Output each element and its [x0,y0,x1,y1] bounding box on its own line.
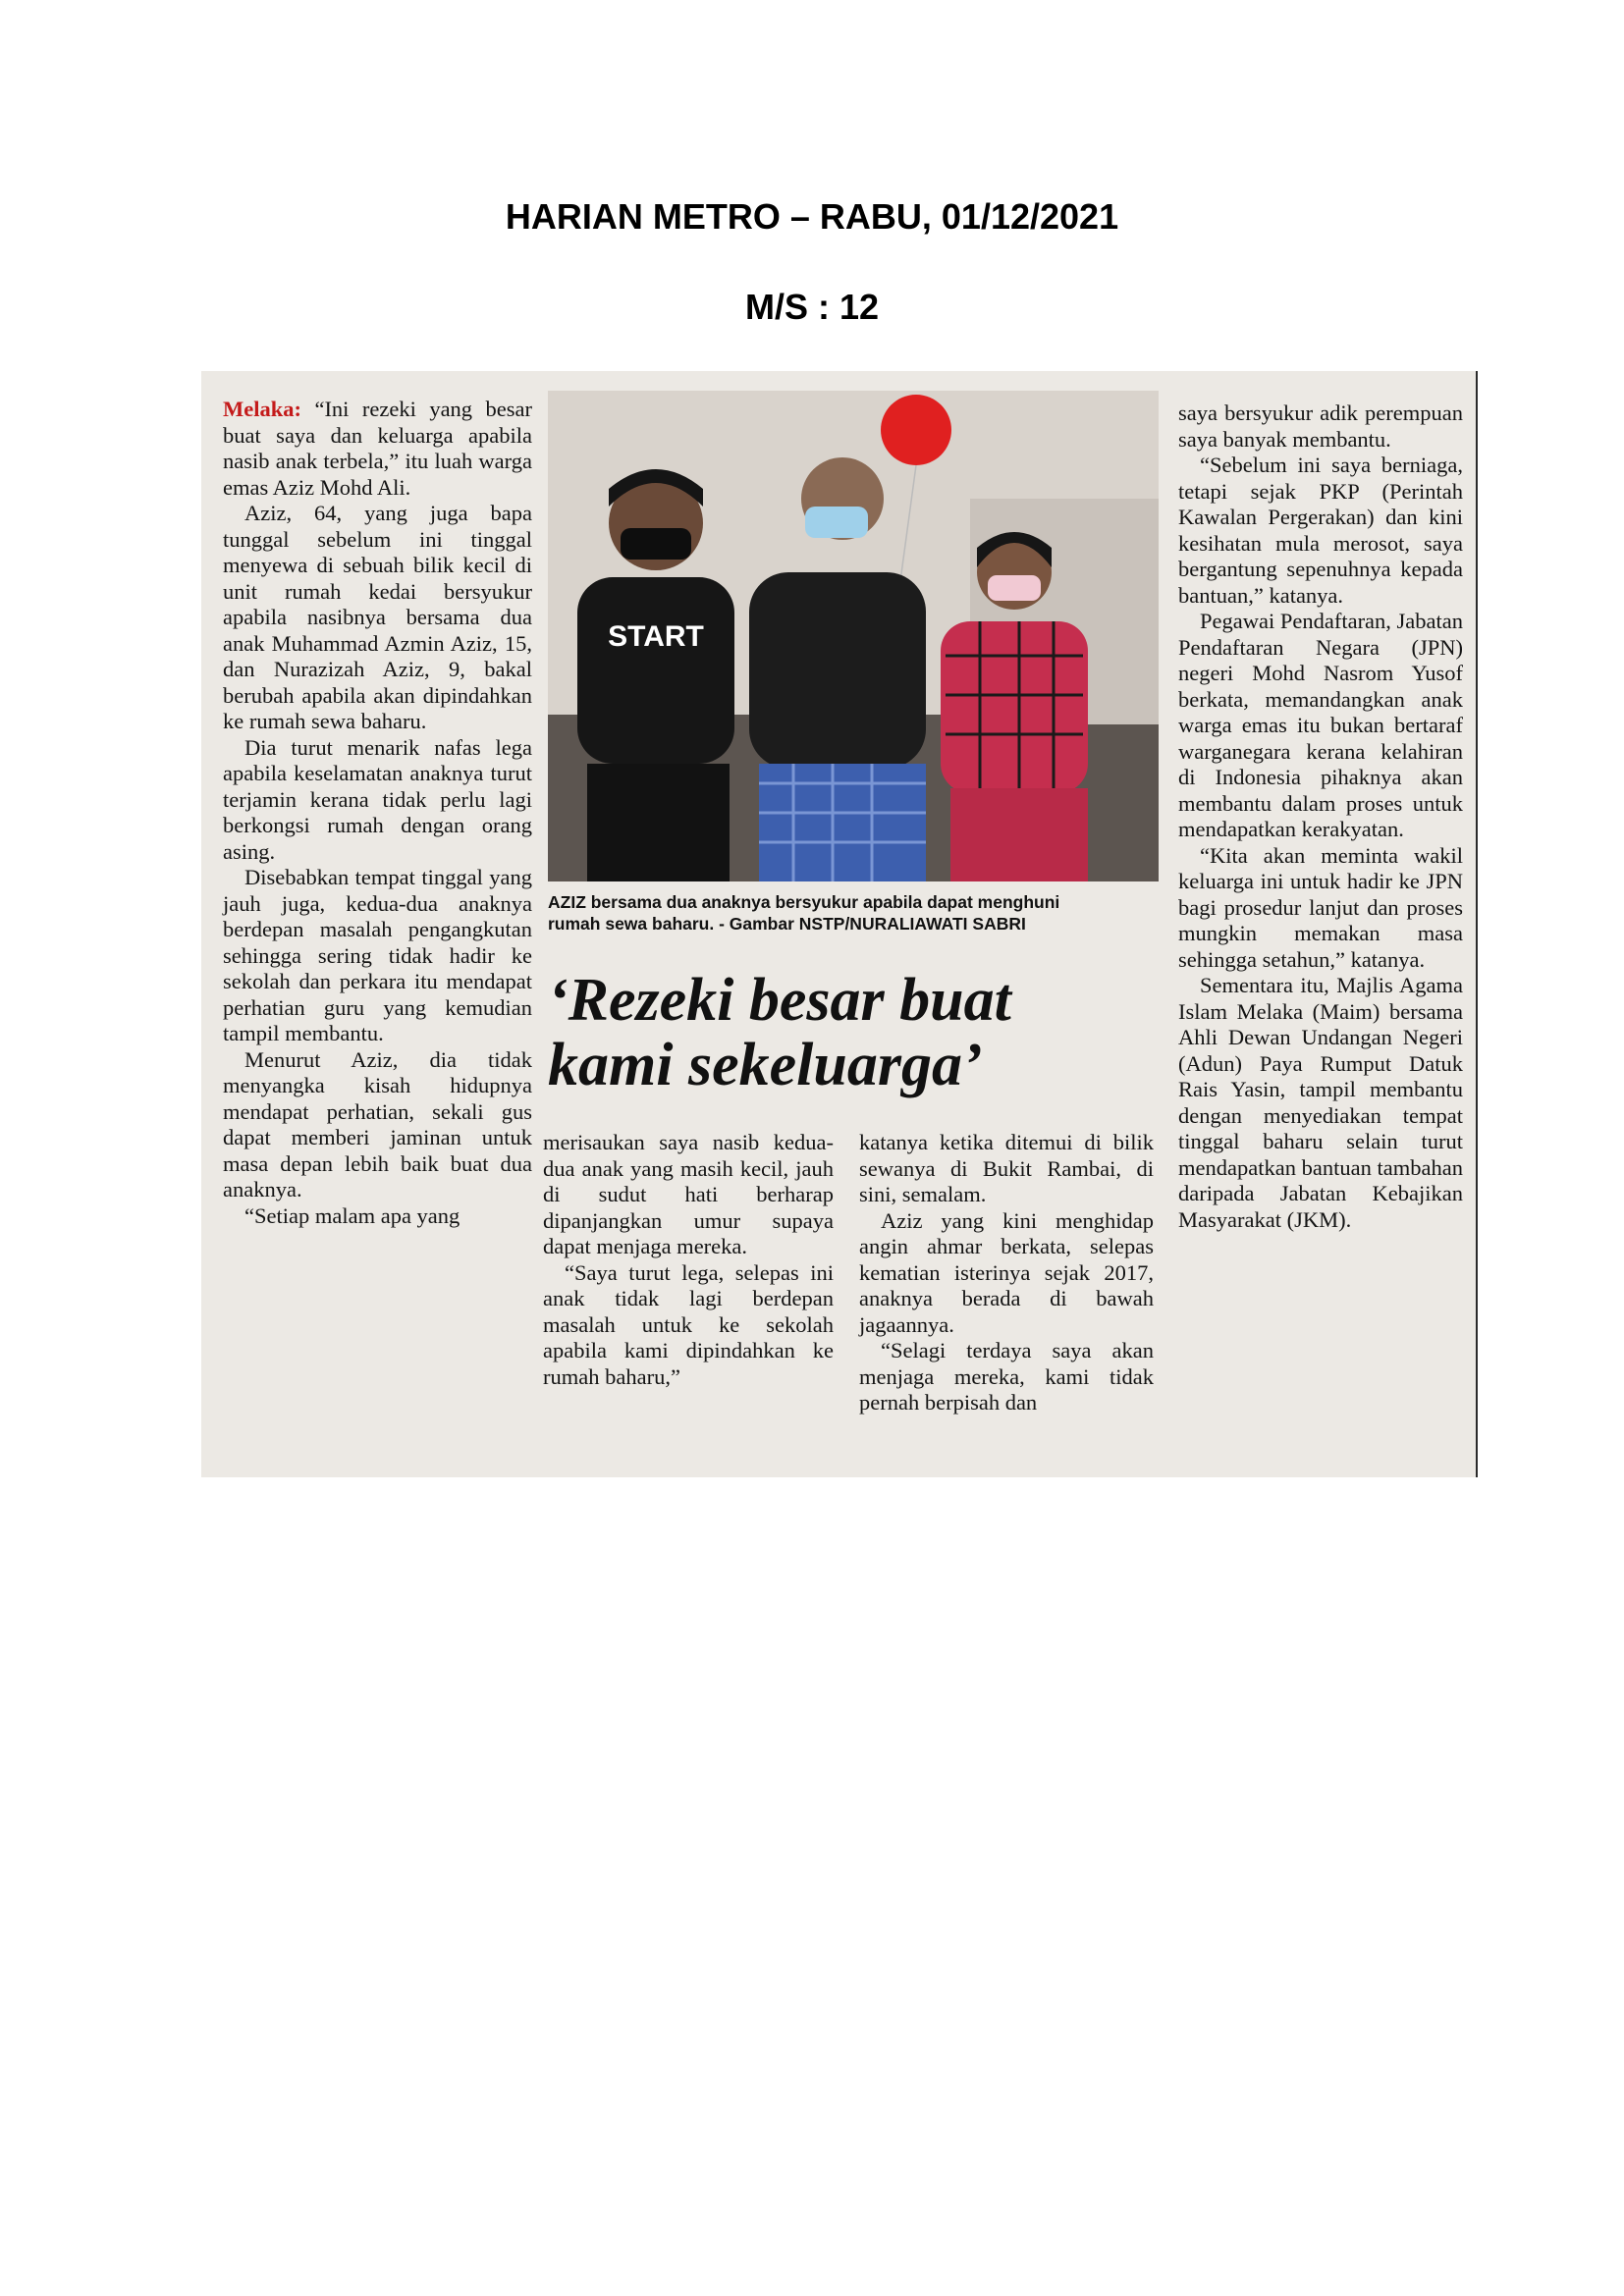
article-column-1 [223,397,532,1229]
article-column-3 [859,1130,1154,1416]
paragraph: “Kita akan meminta wakil keluarga ini untuk hadir ke JPN bagi prosedur lanjut dan proses mungkin memakan masa sehingga setahun,” katanya. [1178,842,1463,972]
news-photo [548,391,1159,881]
page-number: M/S : 12 [744,287,880,327]
girl-figure [941,621,1088,793]
newspaper-clipping [201,371,1478,1477]
shirt-print: START [608,620,704,653]
paragraph: “Selagi terdaya saya akan menjaga mereka, kami tidak pernah berpisah dan [859,1338,1154,1415]
paragraph: Menurut Aziz, dia tidak menyangka kisah hidupnya mendapat perhatian, sekali gus dapat memberi jaminan untuk masa depan lebih baik buat dua anaknya. [223,1046,532,1201]
paragraph: Dia turut menarik nafas lega apabila keselamatan anaknya turut terjamin kerana tidak perlu lagi berkongsi rumah dengan orang asing. [223,734,532,864]
article-column-4 [1178,400,1463,1233]
aziz-figure [749,572,926,769]
paragraph: Aziz, 64, yang juga bapa tunggal sebelum ini tinggal menyewa di sebuah bilik kecil di unit rumah kedai bersyukur apabila nasibnya bersama dua anak Muhammad Azmin Aziz, 15, dan Nurazizah Aziz, 9, bakal berubah apabila akan dipindahkan ke rumah sewa baharu. [223,501,532,733]
dateline: Melaka: [223,397,301,421]
paragraph: “Sebelum ini saya berniaga, tetapi sejak PKP (Perintah Kawalan Pergerakan) dan kini kesihatan mula merosot, saya bergantung sepenuhnya kepada bantuan,” katanya. [1178,453,1463,608]
article-column-2 [543,1130,834,1390]
family-photo-illustration [548,391,1159,881]
paragraph: Pegawai Pendaftaran, Jabatan Pendaftaran Negara (JPN) negeri Mohd Nasrom Yusof berkata, memandangkan anak warga emas itu bukan bertaraf warganegara kerana kelahiran di Indonesia pihaknya akan membantu dalam proses untuk mendapatkan kerakyatan. [1178,609,1464,841]
paragraph: Melaka: “Ini rezeki yang besar buat saya dan keluarga apabila nasib anak terbela,” itu luah warga emas Aziz Mohd Ali. [223,397,532,500]
paragraph: merisaukan saya nasib kedua-dua anak yang masih kecil, jauh di sudut hati berharap dipanjangkan umur supaya dapat menjaga mereka. [543,1130,834,1258]
paragraph: Sementara itu, Majlis Agama Islam Melaka (Maim) bersama Ahli Dewan Undangan Negeri (Adun) Paya Rumput Datuk Rais Yasin, tampil membantu dengan menyediakan tempat tinggal baharu selain turut mendapatkan bantuan tambahan daripada Jabatan Kebajikan Masyarakat (JKM). [1178,973,1463,1232]
photo-caption: AZIZ bersama dua anaknya bersyukur apabila dapat menghuni rumah sewa baharu. - Gambar NSTP/NURALIAWATI SABRI [548,892,1060,934]
paragraph: katanya ketika ditemui di bilik sewanya di Bukit Rambai, di sini, semalam. [859,1130,1154,1206]
boy-figure [577,577,734,764]
paragraph: “Setiap malam apa yang [244,1202,460,1228]
paragraph: Aziz yang kini menghidap angin ahmar berkata, selepas kematian isterinya sejak 2017, anaknya berada di bawah jagaannya. [859,1207,1154,1337]
paragraph: saya bersyukur adik perempuan saya banyak membantu. [1178,400,1463,452]
paragraph: “Saya turut lega, selepas ini anak tidak lagi berdepan masalah untuk ke sekolah apabila kami dipindahkan ke rumah baharu,” [543,1259,834,1389]
red-balloon [881,395,951,465]
publication-header: HARIAN METRO – RABU, 01/12/2021 [505,196,1119,237]
article-headline: ‘Rezeki besar buat kami sekeluarga’ [548,967,1011,1098]
paragraph: Disebabkan tempat tinggal yang jauh juga, kedua-dua anaknya berdepan masalah pengangkutan sehingga sering tidak hadir ke sekolah dan perkara itu mendapat perhatian guru yang kemudian tampil membantu. [223,865,532,1045]
